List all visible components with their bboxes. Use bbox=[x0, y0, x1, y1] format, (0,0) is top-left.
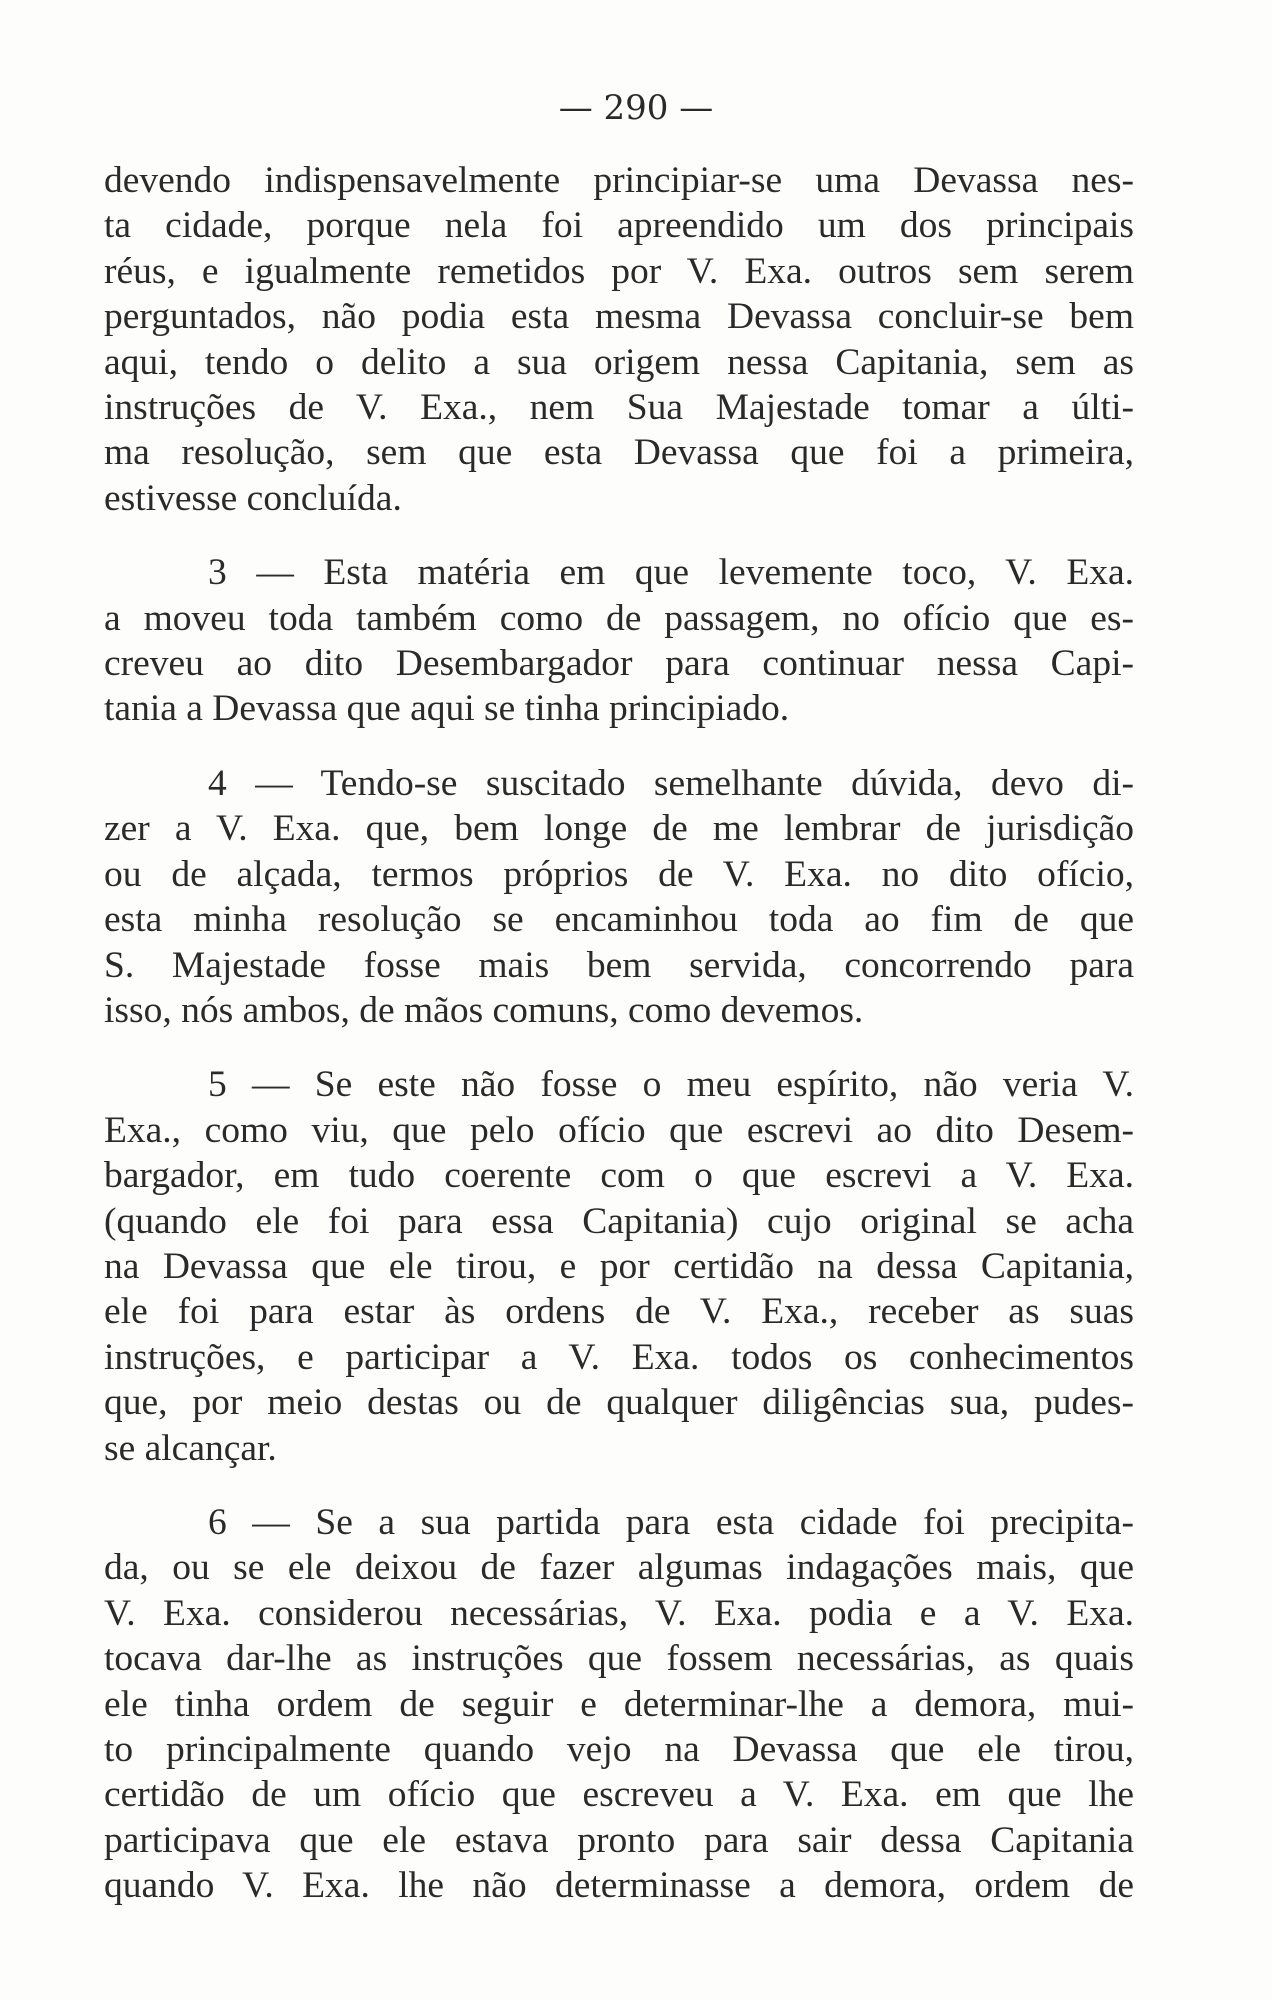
text-line: 6 — Se a sua partida para esta cidade foi precipita- bbox=[208, 1501, 1134, 1543]
text-line: ta cidade, porque nela foi apreendido um dos principais bbox=[104, 205, 1134, 247]
text-line: V. Exa. considerou necessárias, V. Exa. podia e a V. Exa. bbox=[104, 1592, 1134, 1634]
text-line: tocava dar-lhe as instruções que fossem necessárias, as quais bbox=[104, 1638, 1134, 1680]
text-line: ele tinha ordem de seguir e determinar-lhe a demora, mui- bbox=[104, 1683, 1134, 1725]
text-line: 3 — Esta matéria em que levemente toco, V. Exa. bbox=[208, 552, 1134, 594]
text-line: se alcançar. bbox=[104, 1427, 277, 1469]
text-line: instruções, e participar a V. Exa. todos os conhecimentos bbox=[104, 1336, 1134, 1378]
paragraph-3 bbox=[104, 550, 1134, 732]
text-line: da, ou se ele deixou de fazer algumas indagações mais, que bbox=[104, 1547, 1134, 1589]
text-line: instruções de V. Exa., nem Sua Majestade tomar a últi- bbox=[104, 387, 1134, 429]
text-line: réus, e igualmente remetidos por V. Exa. outros sem serem bbox=[104, 250, 1134, 292]
text-line: quando V. Exa. lhe não determinasse a demora, ordem de bbox=[104, 1865, 1134, 1907]
text-line: na Devassa que ele tirou, e por certidão na dessa Capitania, bbox=[104, 1245, 1134, 1287]
text-line: 4 — Tendo-se suscitado semelhante dúvida, devo di- bbox=[208, 762, 1134, 804]
text-line: to principalmente quando vejo na Devassa que ele tirou, bbox=[104, 1729, 1134, 1770]
text-line: creveu ao dito Desembargador para continuar nessa Capi- bbox=[104, 643, 1134, 685]
page-number: — 290 — bbox=[558, 88, 714, 128]
text-line: certidão de um ofício que escreveu a V. Exa. em que lhe bbox=[104, 1774, 1134, 1816]
text-line: que, por meio destas ou de qualquer diligências sua, pudes- bbox=[104, 1382, 1134, 1424]
text-line: estivesse concluída. bbox=[104, 477, 402, 519]
text-line: tania a Devassa que aqui se tinha principiado. bbox=[104, 688, 790, 730]
text-line: 5 — Se este não fosse o meu espírito, não veria V. bbox=[208, 1064, 1134, 1106]
text-line: devendo indispensavelmente principiar-se uma Devassa nes- bbox=[104, 160, 1134, 201]
text-line: S. Majestade fosse mais bem servida, concorrendo para bbox=[104, 944, 1134, 986]
text-line: esta minha resolução se encaminhou toda ao fim de que bbox=[104, 899, 1134, 941]
text-line: ou de alçada, termos próprios de V. Exa. no dito ofício, bbox=[104, 853, 1134, 895]
text-line: participava que ele estava pronto para sair dessa Capitania bbox=[104, 1819, 1134, 1861]
text-line: perguntados, não podia esta mesma Devassa concluir-se bem bbox=[104, 296, 1134, 338]
text-line: zer a V. Exa. que, bem longe de me lembrar de jurisdição bbox=[104, 808, 1134, 850]
paragraph-6 bbox=[104, 1500, 1134, 1909]
body-text bbox=[104, 158, 1134, 1909]
text-line: bargador, em tudo coerente com o que escrevi a V. Exa. bbox=[104, 1155, 1134, 1197]
text-line: ele foi para estar às ordens de V. Exa., receber as suas bbox=[104, 1291, 1134, 1333]
paragraph-4 bbox=[104, 761, 1134, 1033]
text-line: isso, nós ambos, de mãos comuns, como devemos. bbox=[104, 989, 864, 1031]
text-line: ma resolução, sem que esta Devassa que foi a primeira, bbox=[104, 432, 1134, 474]
text-line: a moveu toda também como de passagem, no ofício que es- bbox=[104, 597, 1134, 639]
paragraph-1 bbox=[104, 158, 1134, 521]
text-line: (quando ele foi para essa Capitania) cujo original se acha bbox=[104, 1200, 1134, 1242]
paragraph-5 bbox=[104, 1062, 1134, 1471]
text-line: aqui, tendo o delito a sua origem nessa Capitania, sem as bbox=[104, 341, 1134, 383]
text-line: Exa., como viu, que pelo ofício que escrevi ao dito Desem- bbox=[104, 1109, 1134, 1151]
